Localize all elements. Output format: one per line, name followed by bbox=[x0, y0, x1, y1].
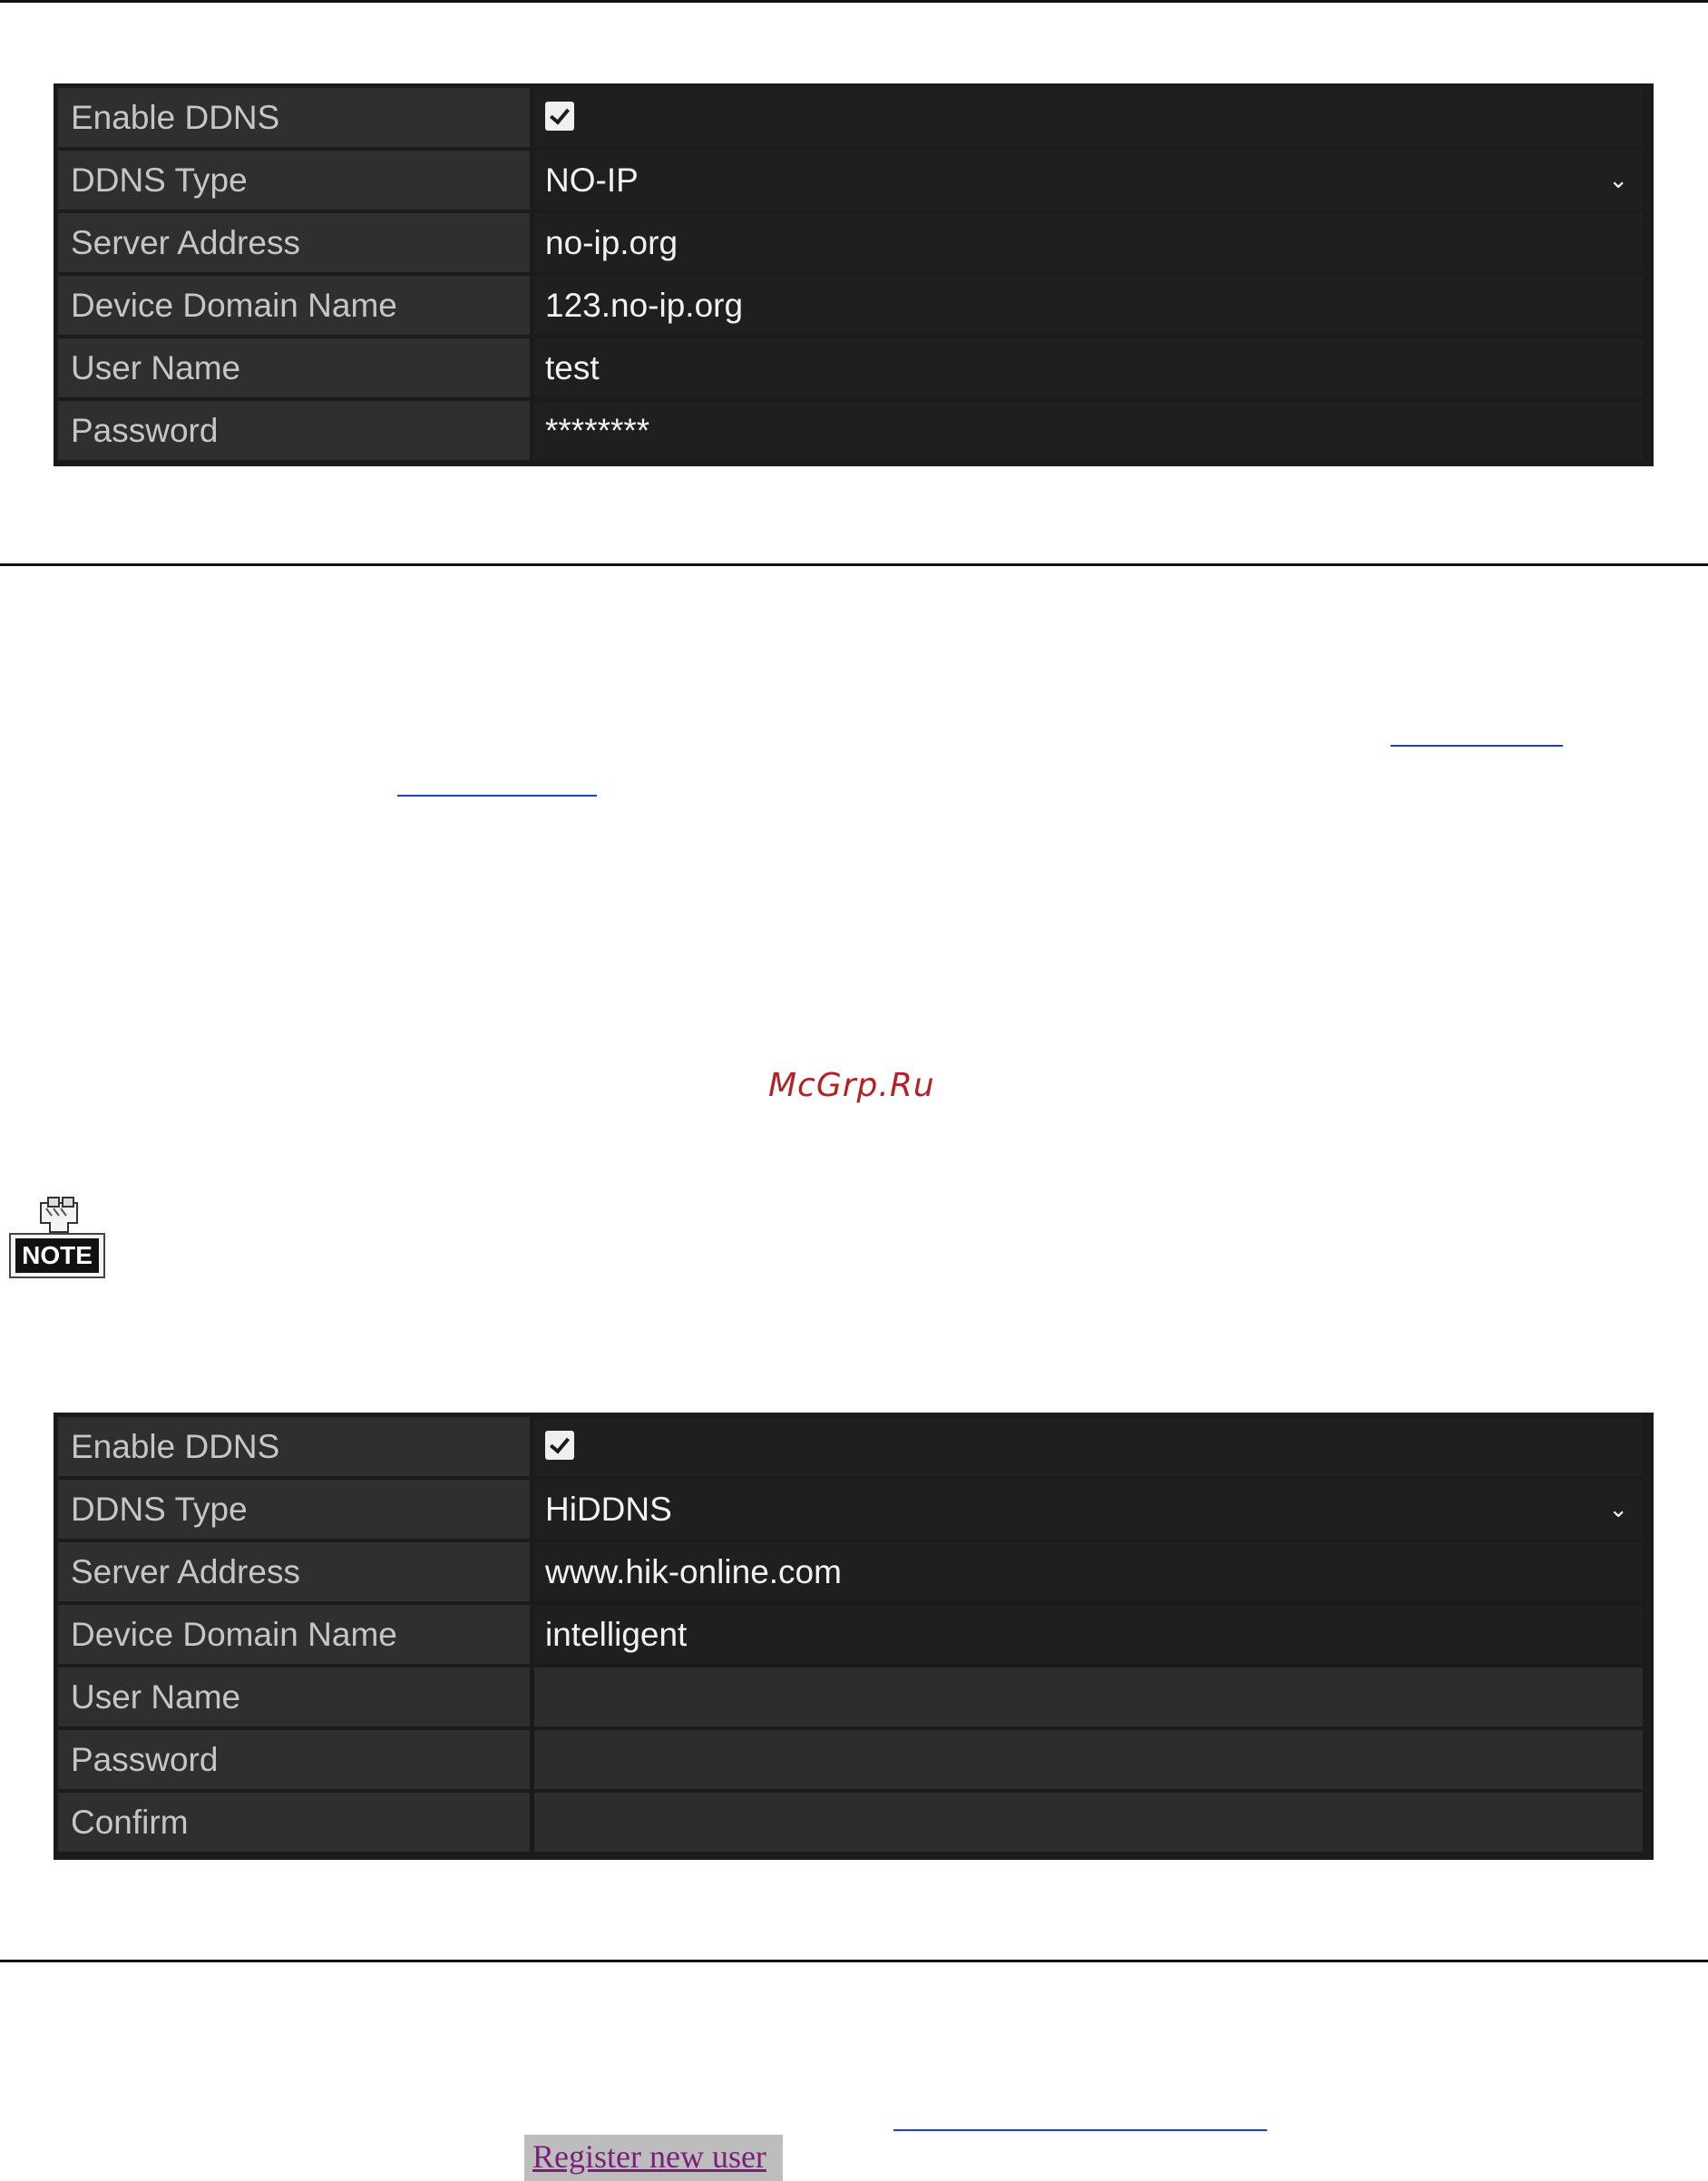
ddns-type-value: HiDDNS bbox=[545, 1491, 672, 1528]
section-divider-1 bbox=[0, 563, 1708, 566]
confirm-label: Confirm bbox=[58, 1793, 530, 1852]
row-user-name bbox=[58, 1668, 1643, 1726]
chevron-down-icon: ⌄ bbox=[1608, 1495, 1628, 1522]
ddns-type-label: DDNS Type bbox=[58, 1480, 530, 1539]
password-label: Password bbox=[58, 1730, 530, 1789]
server-address-field[interactable]: www.hik-online.com bbox=[534, 1542, 1643, 1601]
ddns-settings-panel-noip bbox=[54, 83, 1654, 466]
row-device-domain-name bbox=[58, 276, 1643, 335]
enable-ddns-label: Enable DDNS bbox=[58, 1417, 530, 1476]
user-name-field[interactable]: test bbox=[534, 338, 1643, 397]
row-server-address bbox=[58, 1542, 1643, 1601]
ddns-type-label: DDNS Type bbox=[58, 151, 530, 210]
password-field[interactable]: ******** bbox=[534, 401, 1643, 460]
top-divider bbox=[0, 0, 1708, 3]
row-password bbox=[58, 401, 1643, 460]
device-domain-name-label: Device Domain Name bbox=[58, 276, 530, 335]
user-name-label: User Name bbox=[58, 338, 530, 397]
device-domain-name-field[interactable]: 123.no-ip.org bbox=[534, 276, 1643, 335]
row-ddns-type bbox=[58, 1480, 1643, 1539]
hyperlink-underline[interactable] bbox=[397, 795, 597, 797]
row-server-address bbox=[58, 213, 1643, 272]
enable-ddns-value bbox=[534, 88, 1643, 147]
hyperlink-underline[interactable] bbox=[893, 2129, 1267, 2131]
ddns-type-value: NO-IP bbox=[545, 161, 639, 199]
row-enable-ddns bbox=[58, 88, 1643, 147]
enable-ddns-checkbox[interactable] bbox=[545, 102, 574, 131]
user-name-field[interactable] bbox=[534, 1668, 1643, 1726]
note-badge-text: NOTE bbox=[22, 1241, 93, 1269]
row-confirm bbox=[58, 1793, 1643, 1852]
chevron-down-icon: ⌄ bbox=[1608, 166, 1628, 193]
section-divider-2 bbox=[0, 1960, 1708, 1962]
register-new-user-label: Register new user bbox=[532, 2138, 766, 2175]
enable-ddns-value bbox=[534, 1417, 1643, 1476]
confirm-password-field[interactable] bbox=[534, 1793, 1643, 1852]
row-ddns-type bbox=[58, 151, 1643, 210]
note-icon bbox=[6, 1196, 108, 1281]
device-domain-name-label: Device Domain Name bbox=[58, 1605, 530, 1664]
password-label: Password bbox=[58, 401, 530, 460]
server-address-label: Server Address bbox=[58, 213, 530, 272]
row-device-domain-name bbox=[58, 1605, 1643, 1664]
row-password bbox=[58, 1730, 1643, 1789]
server-address-label: Server Address bbox=[58, 1542, 530, 1601]
user-name-label: User Name bbox=[58, 1668, 530, 1726]
register-new-user-button[interactable] bbox=[524, 2135, 783, 2181]
enable-ddns-checkbox[interactable] bbox=[545, 1431, 574, 1460]
device-domain-name-field[interactable]: intelligent bbox=[534, 1605, 1643, 1664]
ddns-type-select[interactable] bbox=[534, 151, 1643, 210]
ddns-type-select[interactable] bbox=[534, 1480, 1643, 1539]
ddns-settings-panel-hiddns bbox=[54, 1413, 1654, 1860]
server-address-field[interactable]: no-ip.org bbox=[534, 213, 1643, 272]
row-enable-ddns bbox=[58, 1417, 1643, 1476]
row-user-name bbox=[58, 338, 1643, 397]
enable-ddns-label: Enable DDNS bbox=[58, 88, 530, 147]
watermark: McGrp.Ru bbox=[768, 1067, 935, 1104]
password-field[interactable] bbox=[534, 1730, 1643, 1789]
hyperlink-underline[interactable] bbox=[1391, 745, 1563, 747]
